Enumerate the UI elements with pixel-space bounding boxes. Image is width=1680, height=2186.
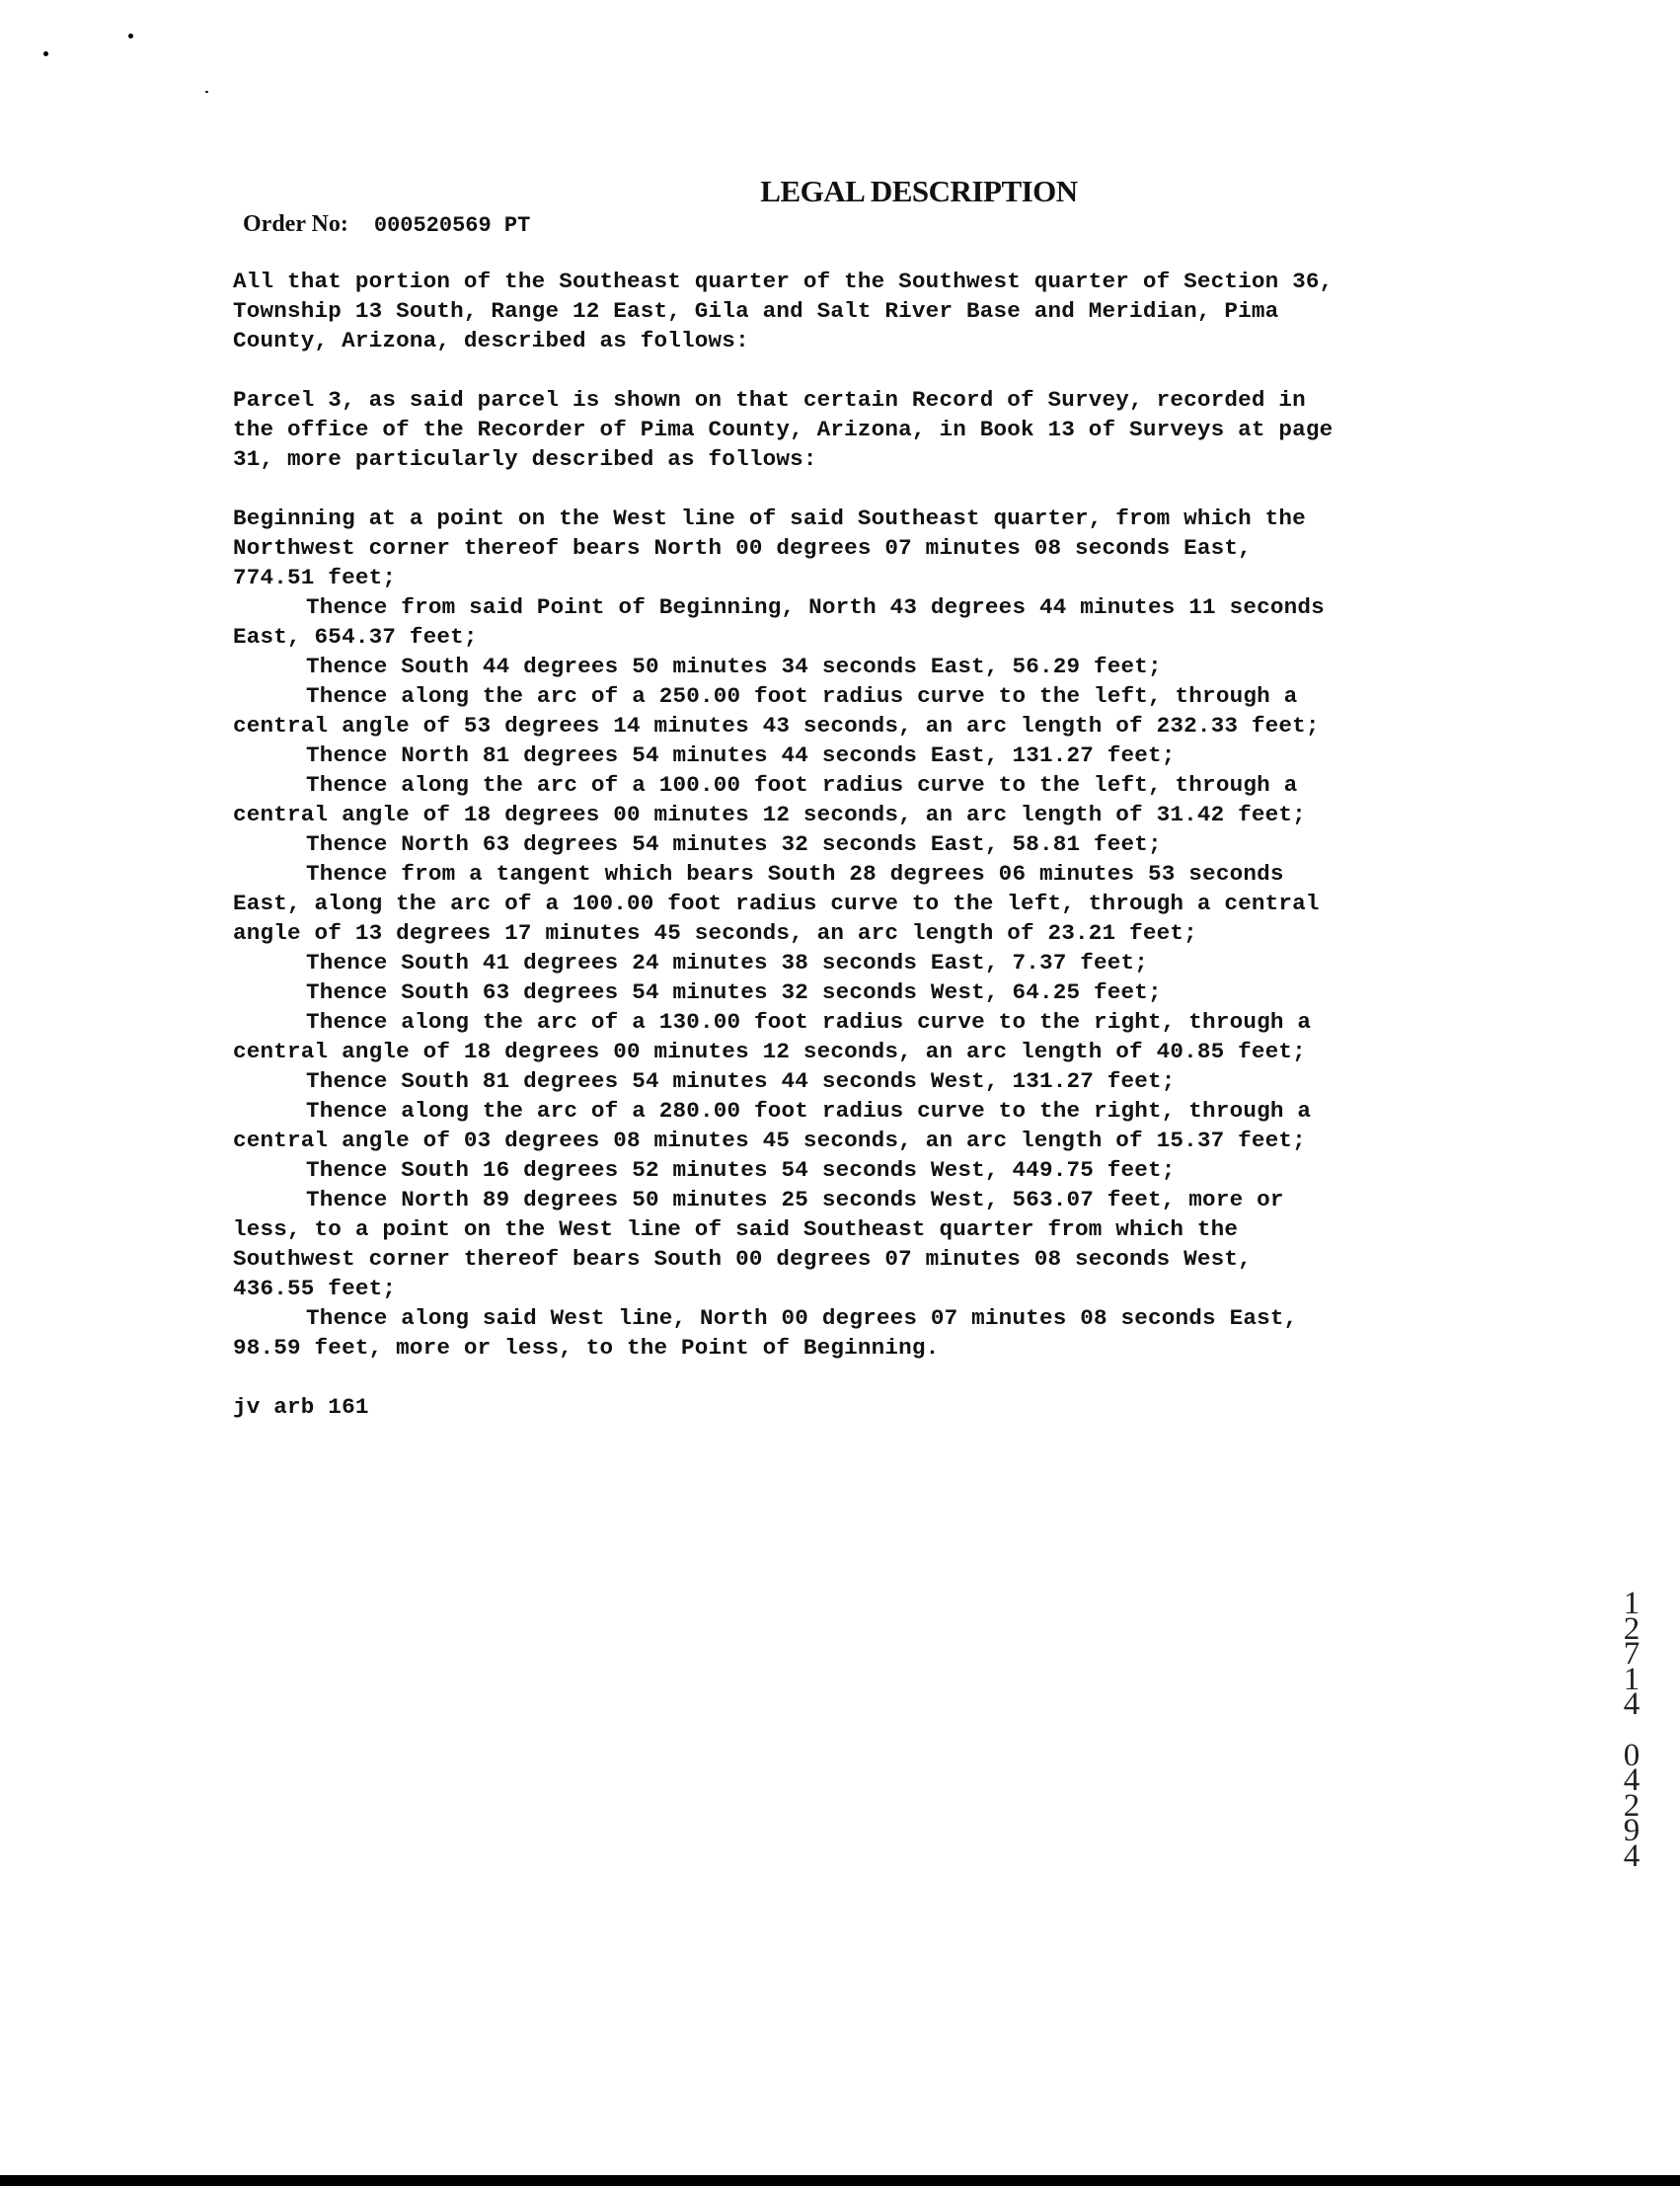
scan-bottom-edge [0, 2175, 1680, 2186]
course-line: Thence from a tangent which bears South 28 degrees 06 minutes 53 seconds East, along the arc of a 100.00 foot radius curve to the left, through a central angle of 13 degrees 17 minutes 45 seconds, an arc length of 23.21 feet; [233, 861, 1320, 946]
parcel-paragraph: Parcel 3, as said parcel is shown on that certain Record of Survey, recorded in the office of the Recorder of Pima County, Arizona, in Book 13 of Surveys at page 31, more particularly described as follows: [233, 387, 1334, 472]
course-line: Thence South 81 degrees 54 minutes 44 seconds West, 131.27 feet; [306, 1068, 1176, 1094]
course-line: Thence North 89 degrees 50 minutes 25 seconds West, 563.07 feet, more or less, to a point on the West line of said Southeast quarter from which the Southwest corner thereof bears South 00 degrees 07 minutes 08 seconds West, 436.55 feet; [233, 1187, 1284, 1301]
course-line: Thence along said West line, North 00 degrees 07 minutes 08 seconds East, 98.59 feet, more or less, to the Point of Beginning. [233, 1305, 1298, 1361]
scan-speck [205, 91, 208, 93]
course-line: Thence South 41 degrees 24 minutes 38 seconds East, 7.37 feet; [306, 950, 1149, 976]
order-number-value: 000520569 PT [373, 213, 531, 238]
legal-description-body [233, 267, 1477, 1422]
course-line: Thence along the arc of a 250.00 foot radius curve to the left, through a central angle of 53 degrees 14 minutes 43 seconds, an arc length of 232.33 feet; [233, 683, 1320, 739]
order-number-line [243, 211, 530, 238]
course-line: Thence along the arc of a 130.00 foot radius curve to the right, through a central angle of 18 degrees 00 minutes 12 seconds, an arc length of 40.85 feet; [233, 1009, 1312, 1064]
intro-paragraph: All that portion of the Southeast quarter of the Southwest quarter of Section 36, Township 13 South, Range 12 East, Gila and Salt River Base and Meridian, Pima County, Arizona, described as follows: [233, 269, 1334, 353]
document-id-stamp: 1 2 7 1 4 0 4 2 9 4 [1623, 1586, 1641, 1874]
course-line: Thence from said Point of Beginning, North 43 degrees 44 minutes 11 seconds East, 654.37 feet; [233, 594, 1325, 650]
course-line: Thence South 44 degrees 50 minutes 34 seconds East, 56.29 feet; [306, 654, 1162, 679]
course-line: Thence South 16 degrees 52 minutes 54 seconds West, 449.75 feet; [306, 1157, 1176, 1183]
course-line: Thence South 63 degrees 54 minutes 32 seconds West, 64.25 feet; [306, 979, 1162, 1005]
course-line: Thence North 81 degrees 54 minutes 44 seconds East, 131.27 feet; [306, 742, 1176, 768]
course-line: Thence along the arc of a 280.00 foot radius curve to the right, through a central angle of 03 degrees 08 minutes 45 seconds, an arc length of 15.37 feet; [233, 1098, 1312, 1153]
reference-code: jv arb 161 [233, 1394, 369, 1420]
scan-speck [128, 34, 133, 39]
order-number-label: Order No: [243, 211, 348, 237]
course-line: Thence along the arc of a 100.00 foot radius curve to the left, through a central angle of 18 degrees 00 minutes 12 seconds, an arc length of 31.42 feet; [233, 772, 1306, 827]
beginning-paragraph: Beginning at a point on the West line of said Southeast quarter, from which the Northwest corner thereof bears North 00 degrees 07 minutes 08 seconds East, 774.51 feet; [233, 506, 1306, 590]
document-title: LEGAL DESCRIPTION [760, 174, 1078, 208]
course-line: Thence North 63 degrees 54 minutes 32 seconds East, 58.81 feet; [306, 831, 1162, 857]
scan-speck [43, 51, 48, 56]
